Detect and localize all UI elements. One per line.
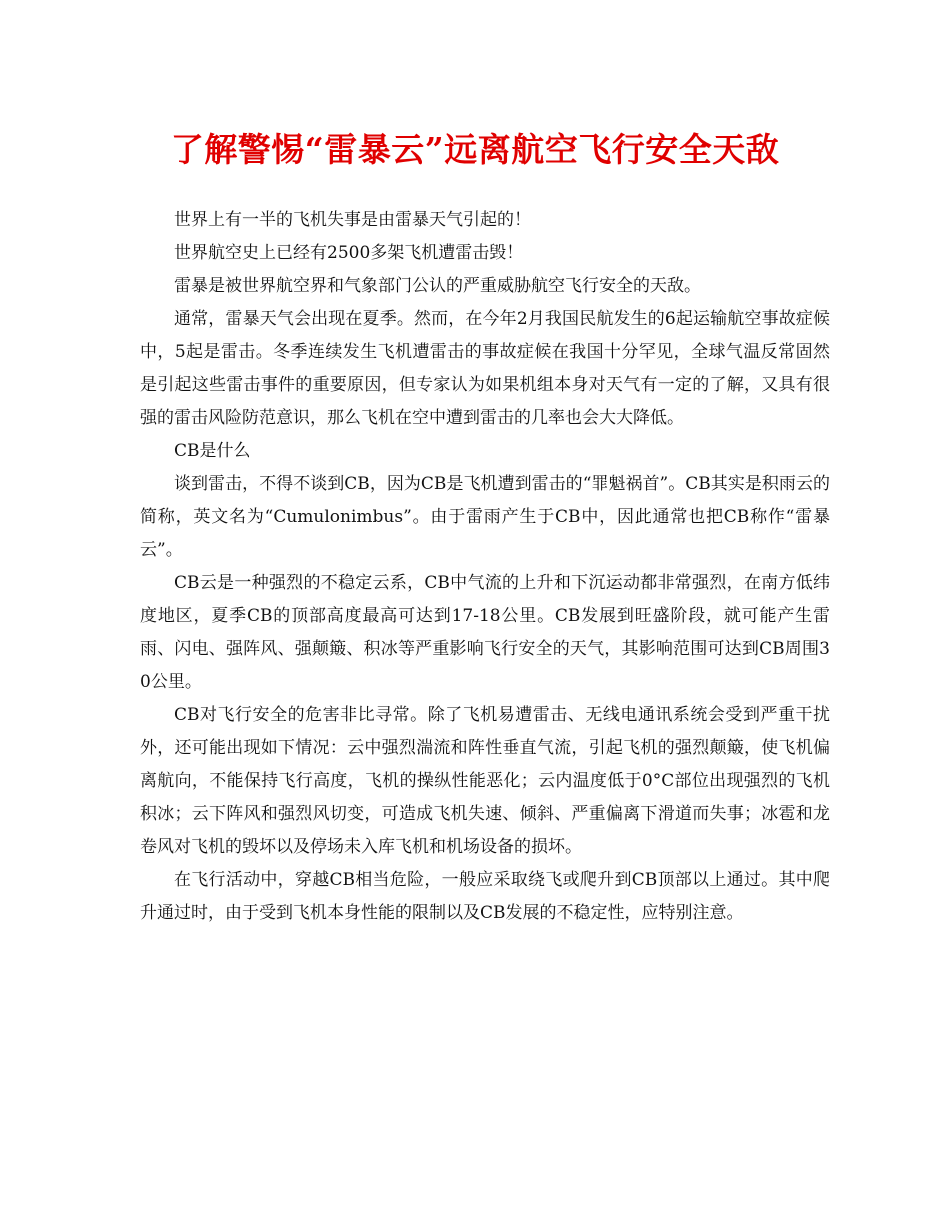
paragraph-6: 谈到雷击，不得不谈到CB，因为CB是飞机遭到雷击的“罪魁祸首”。CB其实是积雨云的简称，英文名为“Cumulonimbus”。由于雷雨产生于CB中，因此通常也把CB称作“雷暴云”。 [140,474,830,560]
document-body [140,204,830,930]
paragraph-4: 通常，雷暴天气会出现在夏季。然而，在今年2月我国民航发生的6起运输航空事故症候中，5起是雷击。冬季连续发生飞机遭雷击的事故症候在我国十分罕见，全球气温反常固然是引起这些雷击事件的重要原因，但专家认为如果机组本身对天气有一定的了解，又具有很强的雷击风险防范意识，那么飞机在空中遭到雷击的几率也会大大降低。 [140,309,830,428]
paragraph-9: 在飞行活动中，穿越CB相当危险，一般应采取绕飞或爬升到CB顶部以上通过。其中爬升通过时，由于受到飞机本身性能的限制以及CB发展的不稳定性，应特别注意。 [140,870,830,923]
paragraph-1: 世界上有一半的飞机失事是由雷暴天气引起的！ [174,210,531,230]
paragraph-7: CB云是一种强烈的不稳定云系，CB中气流的上升和下沉运动都非常强烈，在南方低纬度地区，夏季CB的顶部高度最高可达到17-18公里。CB发展到旺盛阶段，就可能产生雷雨、闪电、强阵风、强颠簸、积冰等严重影响飞行安全的天气，其影响范围可达到CB周围30公里。 [140,573,830,692]
section-heading-cb: CB是什么 [174,441,251,461]
document-title: 了解警惕“雷暴云”远离航空飞行安全天敌 [170,130,780,169]
paragraph-2: 世界航空史上已经有2500多架飞机遭雷击毁！ [174,243,524,263]
paragraph-8: CB对飞行安全的危害非比寻常。除了飞机易遭雷击、无线电通讯系统会受到严重干扰外，还可能出现如下情况：云中强烈湍流和阵性垂直气流，引起飞机的强烈颠簸，使飞机偏离航向，不能保持飞行高度，飞机的操纵性能恶化；云内温度低于0°C部位出现强烈的飞机积冰；云下阵风和强烈风切变，可造成飞机失速、倾斜、严重偏离下滑道而失事；冰雹和龙卷风对飞机的毁坏以及停场未入库飞机和机场设备的损坏。 [140,705,830,857]
paragraph-3: 雷暴是被世界航空界和气象部门公认的严重威胁航空飞行安全的天敌。 [174,276,701,296]
